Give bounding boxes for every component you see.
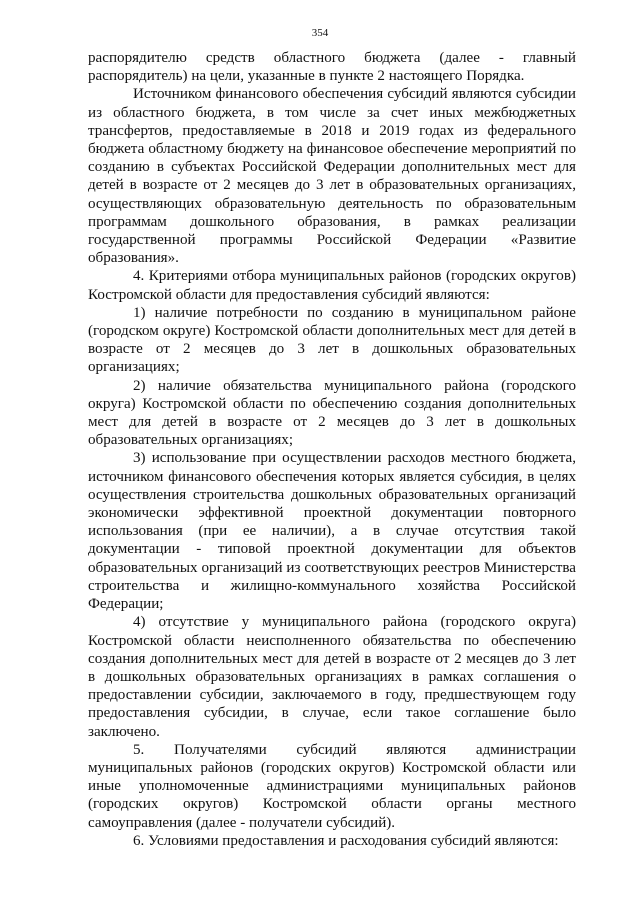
paragraph-criterion-3: 3) использование при осуществлении расходов местного бюджета, источником финансового обеспечения которых является субсидия, в целях осуществления строительства дошкольных образовательных организаций экономически эффективной проектной документации повторного использования (при ее наличии), а в случае отсутствия такой документации - типовой проектной документации для объектов образовательных организаций из соответствующих реестров Министерства строительства и жилищно-коммунального хозяйства Российской Федерации; [88,450,576,613]
paragraph-criterion-4: 4) отсутствие у муниципального района (городского округа) Костромской области неисполненного обязательства по обеспечению создания дополнительных мест для детей в возрасте от 2 месяцев до 3 лет в дошкольных образовательных организациях в рамках соглашения о предоставлении субсидии, заключаемого в году, предшествующем году предоставления субсидии, в случае, если такое соглашение было заключено. [88,614,576,740]
paragraph-criterion-2: 2) наличие обязательства муниципального района (городского округа) Костромской области по обеспечению создания дополнительных мест для детей в возрасте от 2 месяцев до 3 лет в дошкольных образовательных организациях; [88,377,576,449]
paragraph-continuation: распорядителю средств областного бюджета (далее - главный распорядитель) на цели, указанные в пункте 2 настоящего Порядка. [88,50,576,85]
paragraph-criteria-heading: 4. Критериями отбора муниципальных районов (городских округов) Костромской области для предоставления субсидий являются: [88,268,576,303]
page-number: 354 [311,27,329,39]
paragraph-criterion-1: 1) наличие потребности по созданию в муниципальном районе (городском округе) Костромской области дополнительных мест для детей в возрасте от 2 месяцев до 3 лет в дошкольных образовательных организациях; [88,304,576,376]
paragraph-conditions-heading: 6. Условиями предоставления и расходования субсидий являются: [133,832,559,849]
document-body [88,49,576,850]
paragraph-funding-source: Источником финансового обеспечения субсидий являются субсидии из областного бюджета, в том числе за счет иных межбюджетных трансфертов, предоставляемые в 2018 и 2019 годах из федерального бюджета областному бюджету на финансовое обеспечение мероприятий по созданию в субъектах Российской Федерации дополнительных мест для детей в возрасте от 2 месяцев до 3 лет в образовательных организациях, осуществляющих образовательную деятельность по образовательным программам дошкольного образования, в рамках реализации государственной программы Российской Федерации «Развитие образования». [88,86,576,267]
paragraph-recipients: 5. Получателями субсидий являются администрации муниципальных районов (городских округов) Костромской области или иные уполномоченные администрациями муниципальных районов (городских округов) Костромской области органы местного самоуправления (далее - получатели субсидий). [88,741,576,831]
